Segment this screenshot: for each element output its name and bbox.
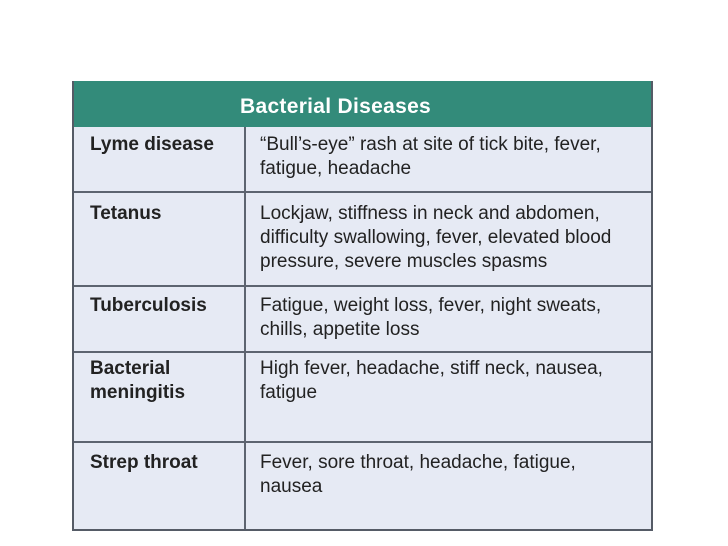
disease-symptoms: “Bull’s-eye” rash at site of tick bite, fever, fatigue, headache bbox=[260, 134, 601, 179]
table-row bbox=[74, 285, 651, 351]
disease-name: Tuberculosis bbox=[90, 295, 207, 316]
disease-symptoms: Lockjaw, stiffness in neck and abdomen, difficulty swallowing, fever, elevated blood pressure, severe muscles spasms bbox=[260, 203, 612, 272]
table-title: Bacterial Diseases bbox=[240, 95, 432, 118]
disease-name: Strep throat bbox=[90, 452, 198, 473]
table-row bbox=[74, 441, 651, 529]
disease-name: Lyme disease bbox=[90, 134, 214, 155]
table-row bbox=[74, 191, 651, 285]
table-header bbox=[74, 81, 651, 127]
table-row bbox=[74, 127, 651, 191]
disease-name: Bacterial meningitis bbox=[90, 358, 186, 403]
disease-symptoms: High fever, headache, stiff neck, nausea, fatigue bbox=[260, 358, 603, 403]
disease-symptoms: Fatigue, weight loss, fever, night sweats, chills, appetite loss bbox=[260, 295, 602, 340]
disease-symptoms: Fever, sore throat, headache, fatigue, nausea bbox=[260, 452, 576, 497]
bacterial-diseases-table bbox=[72, 81, 653, 531]
table-row bbox=[74, 351, 651, 441]
disease-name: Tetanus bbox=[90, 203, 162, 224]
